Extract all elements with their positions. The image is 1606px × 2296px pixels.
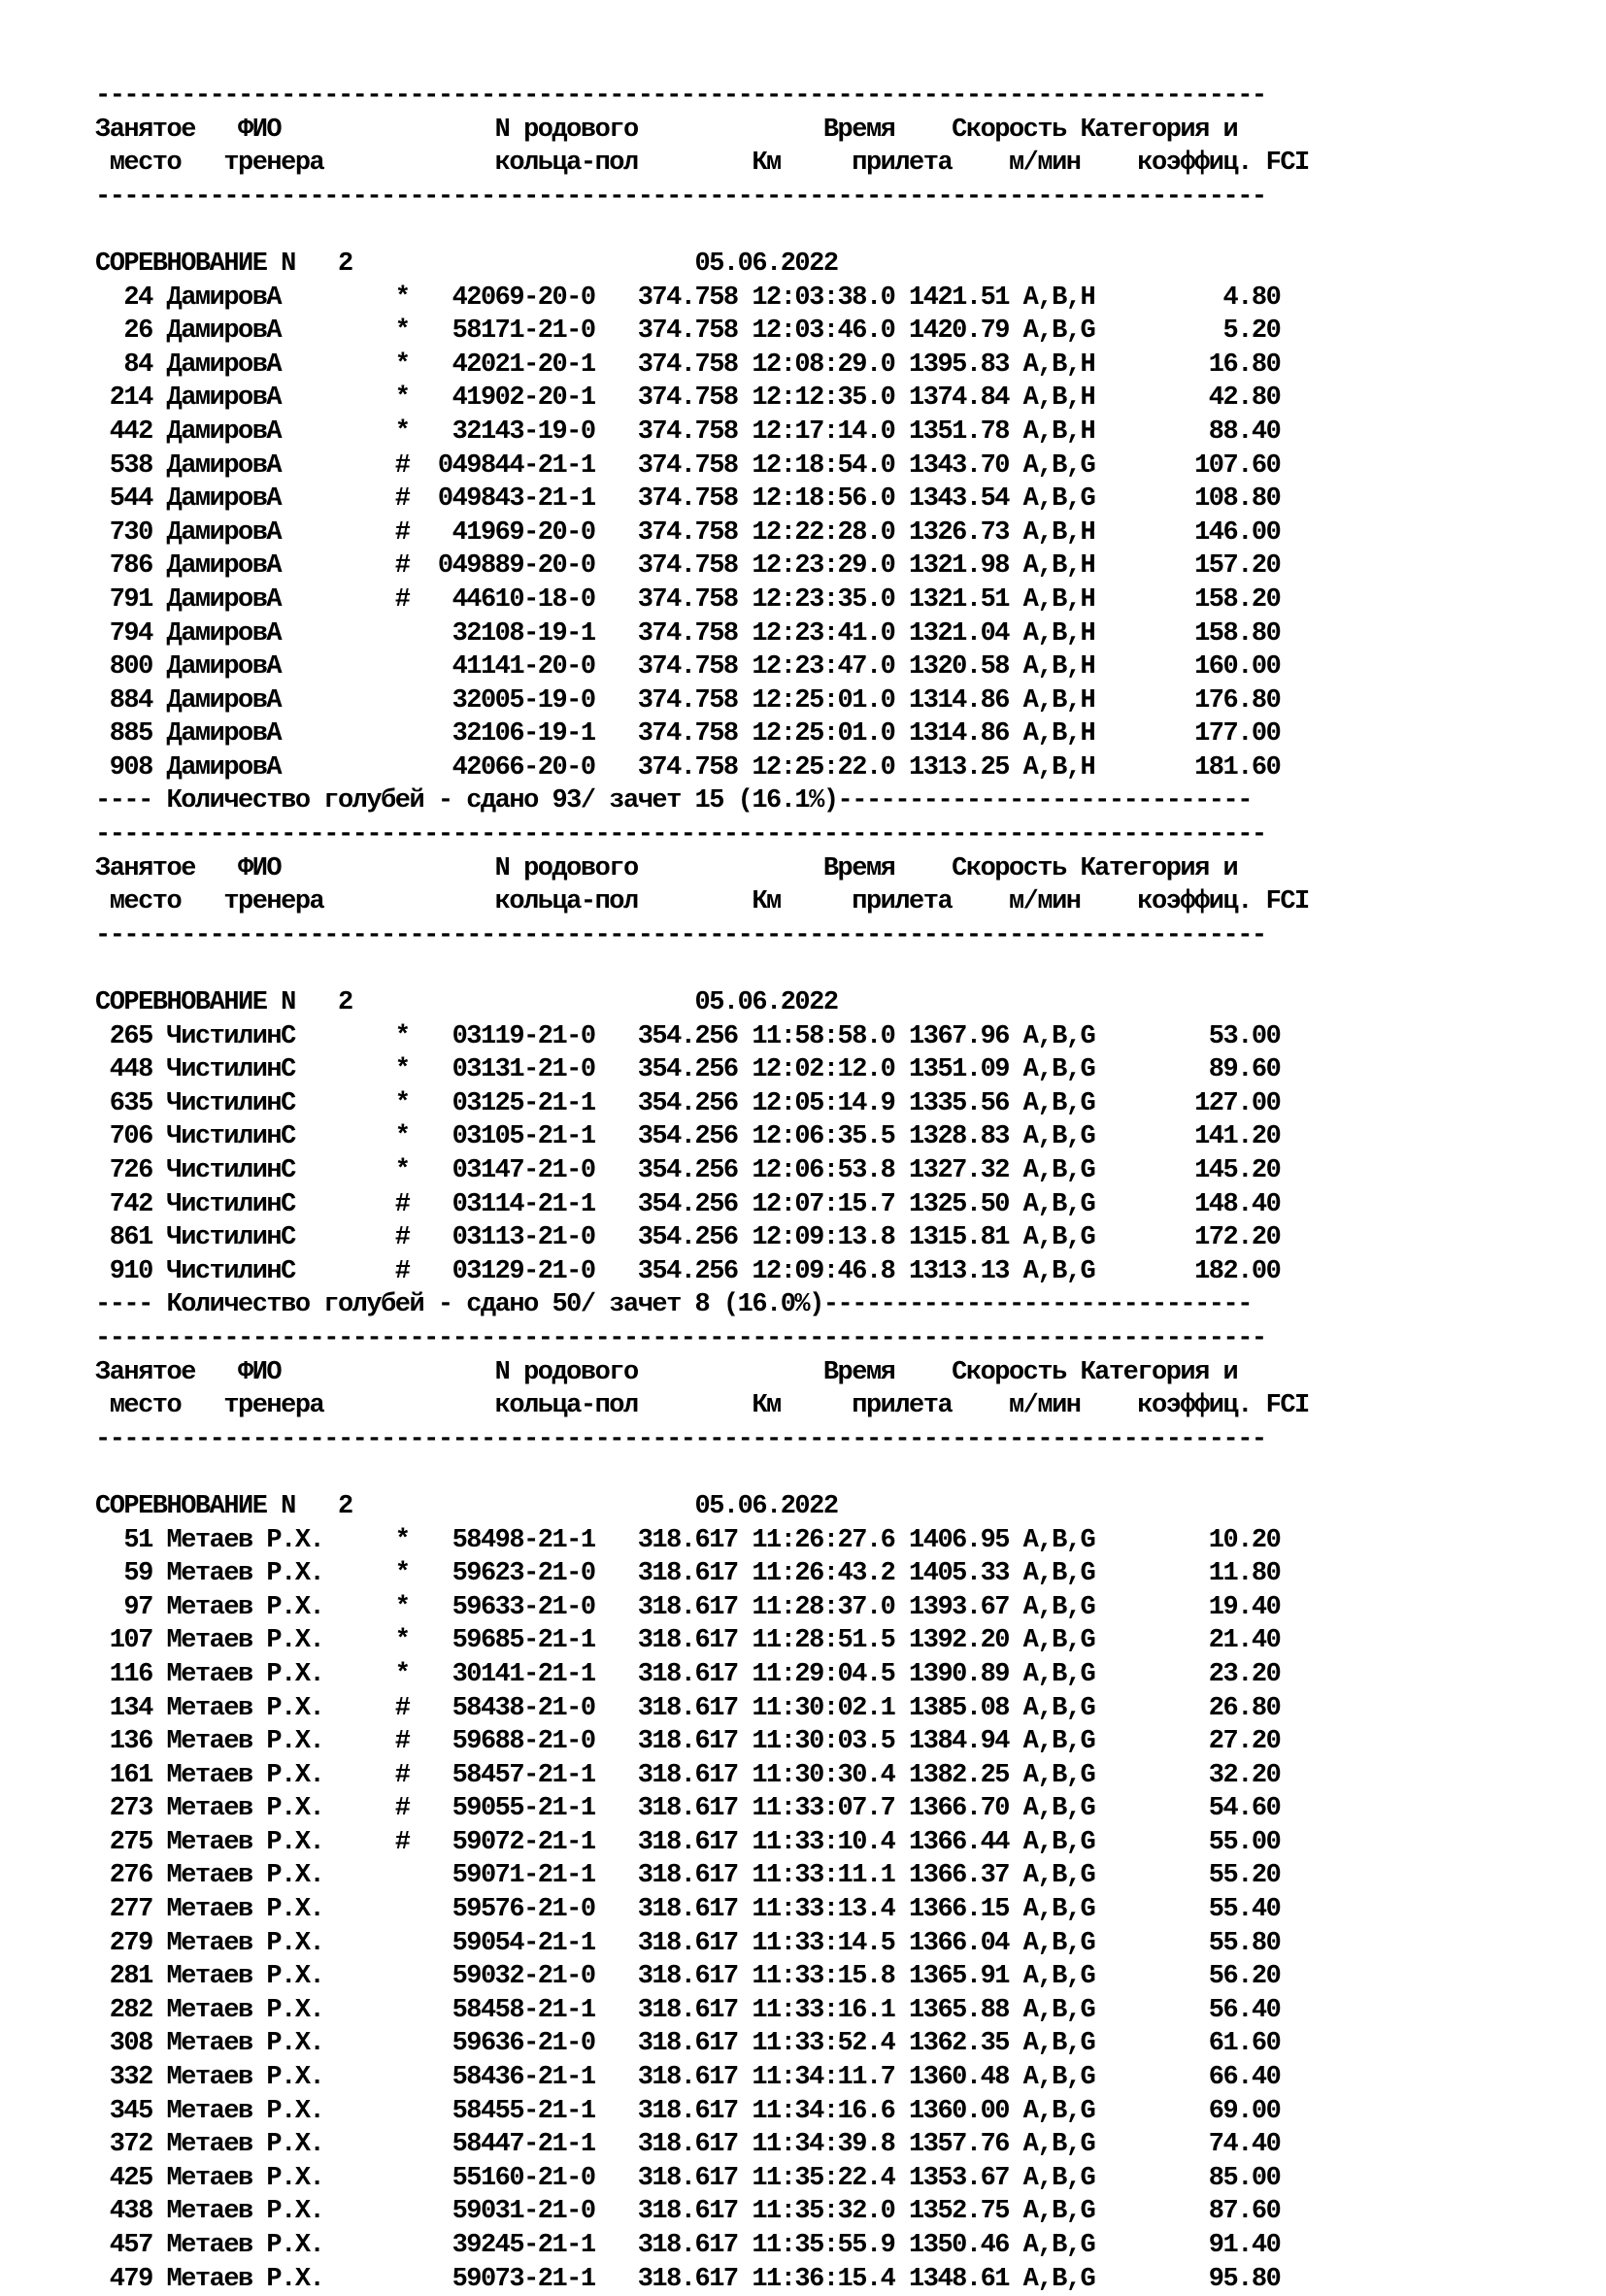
result-row: 97 Метаев Р.Х. * 59633-21-0 318.617 11:28:37.0 1393.67 A,B,G 19.40: [95, 1592, 1281, 1622]
result-row: 372 Метаев Р.Х. 58447-21-1 318.617 11:34:39.8 1357.76 A,B,G 74.40: [95, 2130, 1281, 2160]
result-row: 134 Метаев Р.Х. # 58438-21-0 318.617 11:30:02.1 1385.08 A,B,G 26.80: [95, 1693, 1281, 1723]
summary-line: ---- Количество голубей - сдано 93/ зачет 15 (16.1%)-----------------------------: [95, 786, 1252, 816]
separator-rule: ----------------------------------------------------------------------------------: [95, 820, 1266, 850]
competition-line: СОРЕВНОВАНИЕ N 2 05.06.2022: [95, 1491, 838, 1521]
result-row: 214 ДамировА * 41902-20-1 374.758 12:12:35.0 1374.84 A,B,H 42.80: [95, 383, 1281, 414]
result-row: 275 Метаев Р.Х. # 59072-21-1 318.617 11:33:10.4 1366.44 A,B,G 55.00: [95, 1827, 1281, 1857]
column-header-line-2: место тренера кольца-пол Км прилета м/мин коэффиц. FCI: [95, 1391, 1309, 1421]
result-row: 308 Метаев Р.Х. 59636-21-0 318.617 11:33:52.4 1362.35 A,B,G 61.60: [95, 2029, 1281, 2059]
result-row: 794 ДамировА 32108-19-1 374.758 12:23:41.0 1321.04 A,B,H 158.80: [95, 618, 1281, 649]
separator-rule: ----------------------------------------------------------------------------------: [95, 920, 1266, 950]
result-row: 885 ДамировА 32106-19-1 374.758 12:25:01.0 1314.86 A,B,H 177.00: [95, 719, 1281, 749]
result-row: 910 ЧистилинС # 03129-21-0 354.256 12:09:46.8 1313.13 A,B,G 182.00: [95, 1256, 1281, 1286]
separator-rule: ----------------------------------------------------------------------------------: [95, 1424, 1266, 1454]
result-row: 345 Метаев Р.Х. 58455-21-1 318.617 11:34:16.6 1360.00 A,B,G 69.00: [95, 2096, 1281, 2126]
result-row: 276 Метаев Р.Х. 59071-21-1 318.617 11:33:11.1 1366.37 A,B,G 55.20: [95, 1861, 1281, 1891]
result-row: 448 ЧистилинС * 03131-21-0 354.256 12:02:12.0 1351.09 A,B,G 89.60: [95, 1055, 1281, 1085]
column-header-line-1: Занятое ФИО N родового Время Скорость Категория и: [95, 853, 1238, 883]
separator-rule: ----------------------------------------------------------------------------------: [95, 182, 1266, 212]
result-row: 277 Метаев Р.Х. 59576-21-0 318.617 11:33:13.4 1366.15 A,B,G 55.40: [95, 1895, 1281, 1925]
result-row: 281 Метаев Р.Х. 59032-21-0 318.617 11:33:15.8 1365.91 A,B,G 56.20: [95, 1962, 1281, 1992]
result-row: 24 ДамировА * 42069-20-0 374.758 12:03:38.0 1421.51 A,B,H 4.80: [95, 283, 1281, 313]
result-row: 265 ЧистилинС * 03119-21-0 354.256 11:58:58.0 1367.96 A,B,G 53.00: [95, 1021, 1281, 1051]
result-row: 84 ДамировА * 42021-20-1 374.758 12:08:29.0 1395.83 A,B,H 16.80: [95, 349, 1281, 380]
result-row: 884 ДамировА 32005-19-0 374.758 12:25:01.0 1314.86 A,B,H 176.80: [95, 685, 1281, 715]
competition-line: СОРЕВНОВАНИЕ N 2 05.06.2022: [95, 988, 838, 1018]
result-row: 479 Метаев Р.Х. 59073-21-1 318.617 11:36:15.4 1348.61 A,B,G 95.80: [95, 2264, 1281, 2294]
result-row: 706 ЧистилинС * 03105-21-1 354.256 12:06:35.5 1328.83 A,B,G 141.20: [95, 1122, 1281, 1152]
result-row: 861 ЧистилинС # 03113-21-0 354.256 12:09:13.8 1315.81 A,B,G 172.20: [95, 1223, 1281, 1253]
competition-line: СОРЕВНОВАНИЕ N 2 05.06.2022: [95, 249, 838, 279]
column-header-line-2: место тренера кольца-пол Км прилета м/мин коэффиц. FCI: [95, 149, 1309, 179]
result-row: 136 Метаев Р.Х. # 59688-21-0 318.617 11:30:03.5 1384.94 A,B,G 27.20: [95, 1727, 1281, 1757]
column-header-line-1: Занятое ФИО N родового Время Скорость Категория и: [95, 115, 1238, 145]
results-report: [95, 80, 1309, 2296]
blank-line: [95, 214, 1309, 248]
result-row: 791 ДамировА # 44610-18-0 374.758 12:23:35.0 1321.51 A,B,H 158.20: [95, 584, 1281, 615]
blank-line: [95, 1456, 1309, 1490]
result-row: 730 ДамировА # 41969-20-0 374.758 12:22:28.0 1326.73 A,B,H 146.00: [95, 517, 1281, 548]
result-row: 544 ДамировА # 049843-21-1 374.758 12:18:56.0 1343.54 A,B,G 108.80: [95, 484, 1281, 515]
summary-line: ---- Количество голубей - сдано 50/ зачет 8 (16.0%)------------------------------: [95, 1290, 1252, 1320]
result-row: 786 ДамировА # 049889-20-0 374.758 12:23:29.0 1321.98 A,B,H 157.20: [95, 551, 1281, 582]
result-row: 107 Метаев Р.Х. * 59685-21-1 318.617 11:28:51.5 1392.20 A,B,G 21.40: [95, 1626, 1281, 1656]
result-row: 457 Метаев Р.Х. 39245-21-1 318.617 11:35:55.9 1350.46 A,B,G 91.40: [95, 2231, 1281, 2260]
separator-rule: ----------------------------------------------------------------------------------: [95, 1323, 1266, 1353]
result-row: 51 Метаев Р.Х. * 58498-21-1 318.617 11:26:27.6 1406.95 A,B,G 10.20: [95, 1525, 1281, 1555]
column-header-line-2: место тренера кольца-пол Км прилета м/мин коэффиц. FCI: [95, 887, 1309, 917]
result-row: 116 Метаев Р.Х. * 30141-21-1 318.617 11:29:04.5 1390.89 A,B,G 23.20: [95, 1659, 1281, 1689]
blank-line: [95, 952, 1309, 986]
result-row: 161 Метаев Р.Х. # 58457-21-1 318.617 11:30:30.4 1382.25 A,B,G 32.20: [95, 1760, 1281, 1790]
result-row: 332 Метаев Р.Х. 58436-21-1 318.617 11:34:11.7 1360.48 A,B,G 66.40: [95, 2063, 1281, 2093]
result-row: 800 ДамировА 41141-20-0 374.758 12:23:47.0 1320.58 A,B,H 160.00: [95, 652, 1281, 682]
result-row: 438 Метаев Р.Х. 59031-21-0 318.617 11:35:32.0 1352.75 A,B,G 87.60: [95, 2197, 1281, 2227]
result-row: 59 Метаев Р.Х. * 59623-21-0 318.617 11:26:43.2 1405.33 A,B,G 11.80: [95, 1559, 1281, 1589]
result-row: 282 Метаев Р.Х. 58458-21-1 318.617 11:33:16.1 1365.88 A,B,G 56.40: [95, 1995, 1281, 2025]
separator-rule: ----------------------------------------------------------------------------------: [95, 82, 1266, 111]
result-row: 26 ДамировА * 58171-21-0 374.758 12:03:46.0 1420.79 A,B,G 5.20: [95, 316, 1281, 347]
result-row: 742 ЧистилинС # 03114-21-1 354.256 12:07:15.7 1325.50 A,B,G 148.40: [95, 1189, 1281, 1219]
result-row: 279 Метаев Р.Х. 59054-21-1 318.617 11:33:14.5 1366.04 A,B,G 55.80: [95, 1928, 1281, 1958]
result-row: 425 Метаев Р.Х. 55160-21-0 318.617 11:35:22.4 1353.67 A,B,G 85.00: [95, 2163, 1281, 2193]
result-row: 273 Метаев Р.Х. # 59055-21-1 318.617 11:33:07.7 1366.70 A,B,G 54.60: [95, 1794, 1281, 1824]
result-row: 442 ДамировА * 32143-19-0 374.758 12:17:14.0 1351.78 A,B,H 88.40: [95, 416, 1281, 447]
result-row: 635 ЧистилинС * 03125-21-1 354.256 12:05:14.9 1335.56 A,B,G 127.00: [95, 1088, 1281, 1118]
result-row: 726 ЧистилинС * 03147-21-0 354.256 12:06:53.8 1327.32 A,B,G 145.20: [95, 1156, 1281, 1185]
result-row: 538 ДамировА # 049844-21-1 374.758 12:18:54.0 1343.70 A,B,G 107.60: [95, 450, 1281, 481]
result-row: 908 ДамировА 42066-20-0 374.758 12:25:22.0 1313.25 A,B,H 181.60: [95, 752, 1281, 782]
column-header-line-1: Занятое ФИО N родового Время Скорость Категория и: [95, 1357, 1238, 1387]
